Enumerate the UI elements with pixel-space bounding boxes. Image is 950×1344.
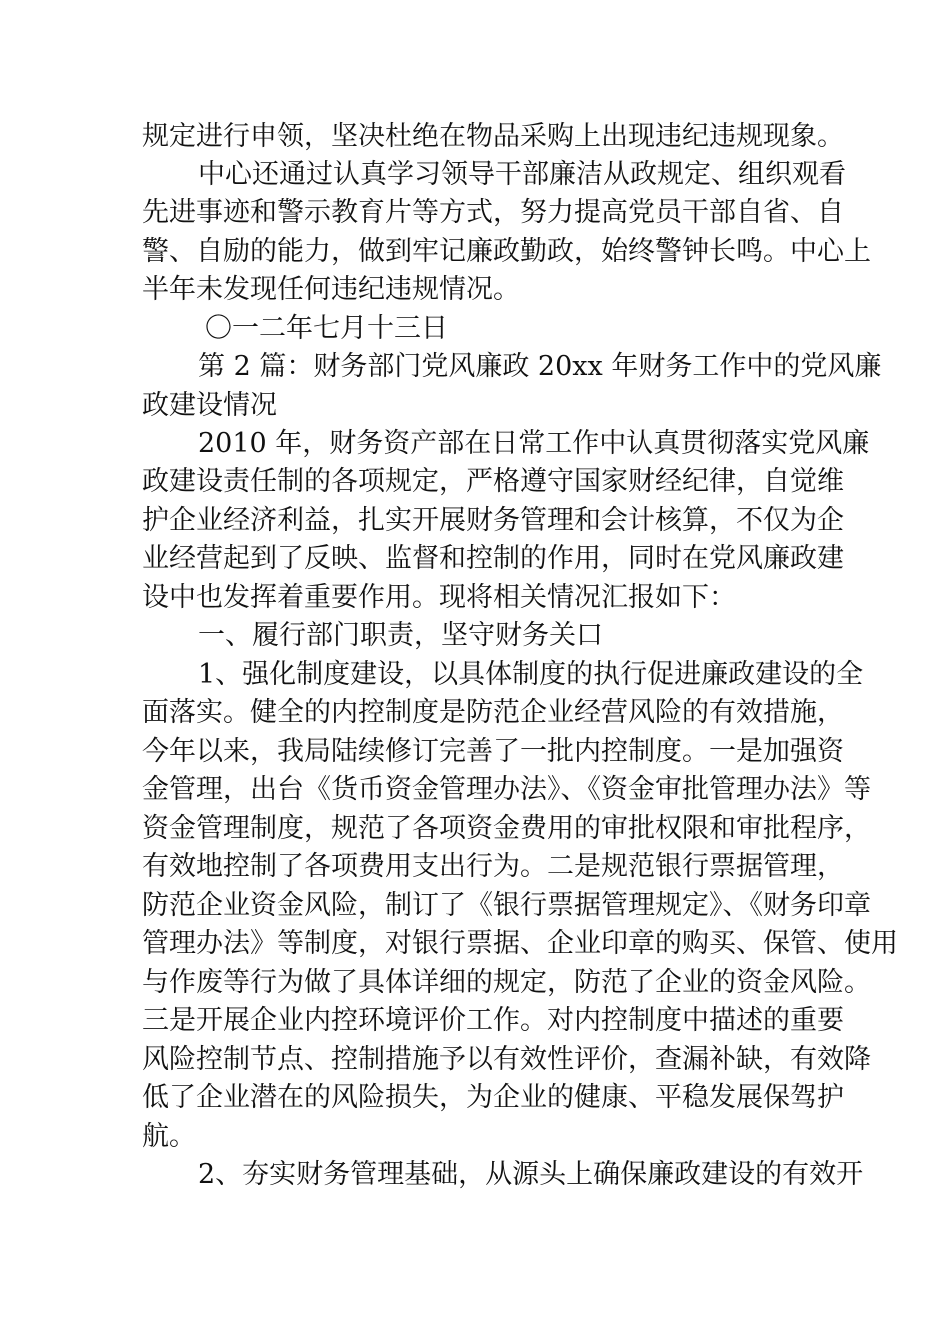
text-line: 护企业经济利益，扎实开展财务管理和会计核算，不仅为企 (142, 505, 844, 536)
text-line: 风险控制节点、控制措施予以有效性评价，查漏补缺，有效降 (142, 1044, 871, 1075)
text-line: 资金管理制度，规范了各项资金费用的审批权限和审批程序， (142, 813, 871, 844)
text-line: 面落实。健全的内控制度是防范企业经营风险的有效措施， (142, 697, 844, 728)
text-line: 低了企业潜在的风险损失，为企业的健康、平稳发展保驾护 (142, 1082, 844, 1113)
text-line: 先进事迹和警示教育片等方式，努力提高党员干部自省、自 (142, 197, 844, 228)
text-line: 业经营起到了反映、监督和控制的作用，同时在党风廉政建 (142, 543, 844, 574)
text-line: 设中也发挥着重要作用。现将相关情况汇报如下： (142, 582, 736, 613)
text-line: 与作废等行为做了具体详细的规定，防范了企业的资金风险。 (142, 967, 871, 998)
text-line: 半年未发现任何违纪违规情况。 (142, 274, 520, 305)
paragraph-start-line: 2、夯实财务管理基础，从源头上确保廉政建设的有效开 (198, 1159, 864, 1190)
text-line: 防范企业资金风险，制订了《银行票据管理规定》、《财务印章 (142, 890, 871, 921)
text-line: 三是开展企业内控环境评价工作。对内控制度中描述的重要 (142, 1005, 844, 1036)
date-line: 〇一二年七月十三日 (205, 313, 448, 344)
text-line: 金管理，出台《货币资金管理办法》、《资金审批管理办法》等 (142, 774, 871, 805)
text-line: 规定进行申领，坚决杜绝在物品采购上出现违纪违规现象。 (142, 121, 844, 152)
text-line: 警、自励的能力，做到牢记廉政勤政，始终警钟长鸣。中心上 (142, 236, 871, 267)
text-line: 航。 (142, 1121, 196, 1152)
text-line: 有效地控制了各项费用支出行为。二是规范银行票据管理， (142, 851, 844, 882)
text-line: 管理办法》等制度，对银行票据、企业印章的购买、保管、使用 (142, 928, 898, 959)
section-title-line: 政建设情况 (142, 390, 277, 421)
paragraph-start-line: 2010 年，财务资产部在日常工作中认真贯彻落实党风廉 (198, 428, 870, 459)
text-line: 今年以来，我局陆续修订完善了一批内控制度。一是加强资 (142, 736, 844, 767)
section-title-line: 第 2 篇：财务部门党风廉政 20xx 年财务工作中的党风廉 (198, 351, 882, 382)
paragraph-start-line: 中心还通过认真学习领导干部廉洁从政规定、组织观看 (198, 159, 846, 190)
heading-line: 一、履行部门职责，坚守财务关口 (198, 620, 603, 651)
paragraph-start-line: 1、强化制度建设，以具体制度的执行促进廉政建设的全 (198, 659, 864, 690)
text-line: 政建设责任制的各项规定，严格遵守国家财经纪律，自觉维 (142, 466, 844, 497)
